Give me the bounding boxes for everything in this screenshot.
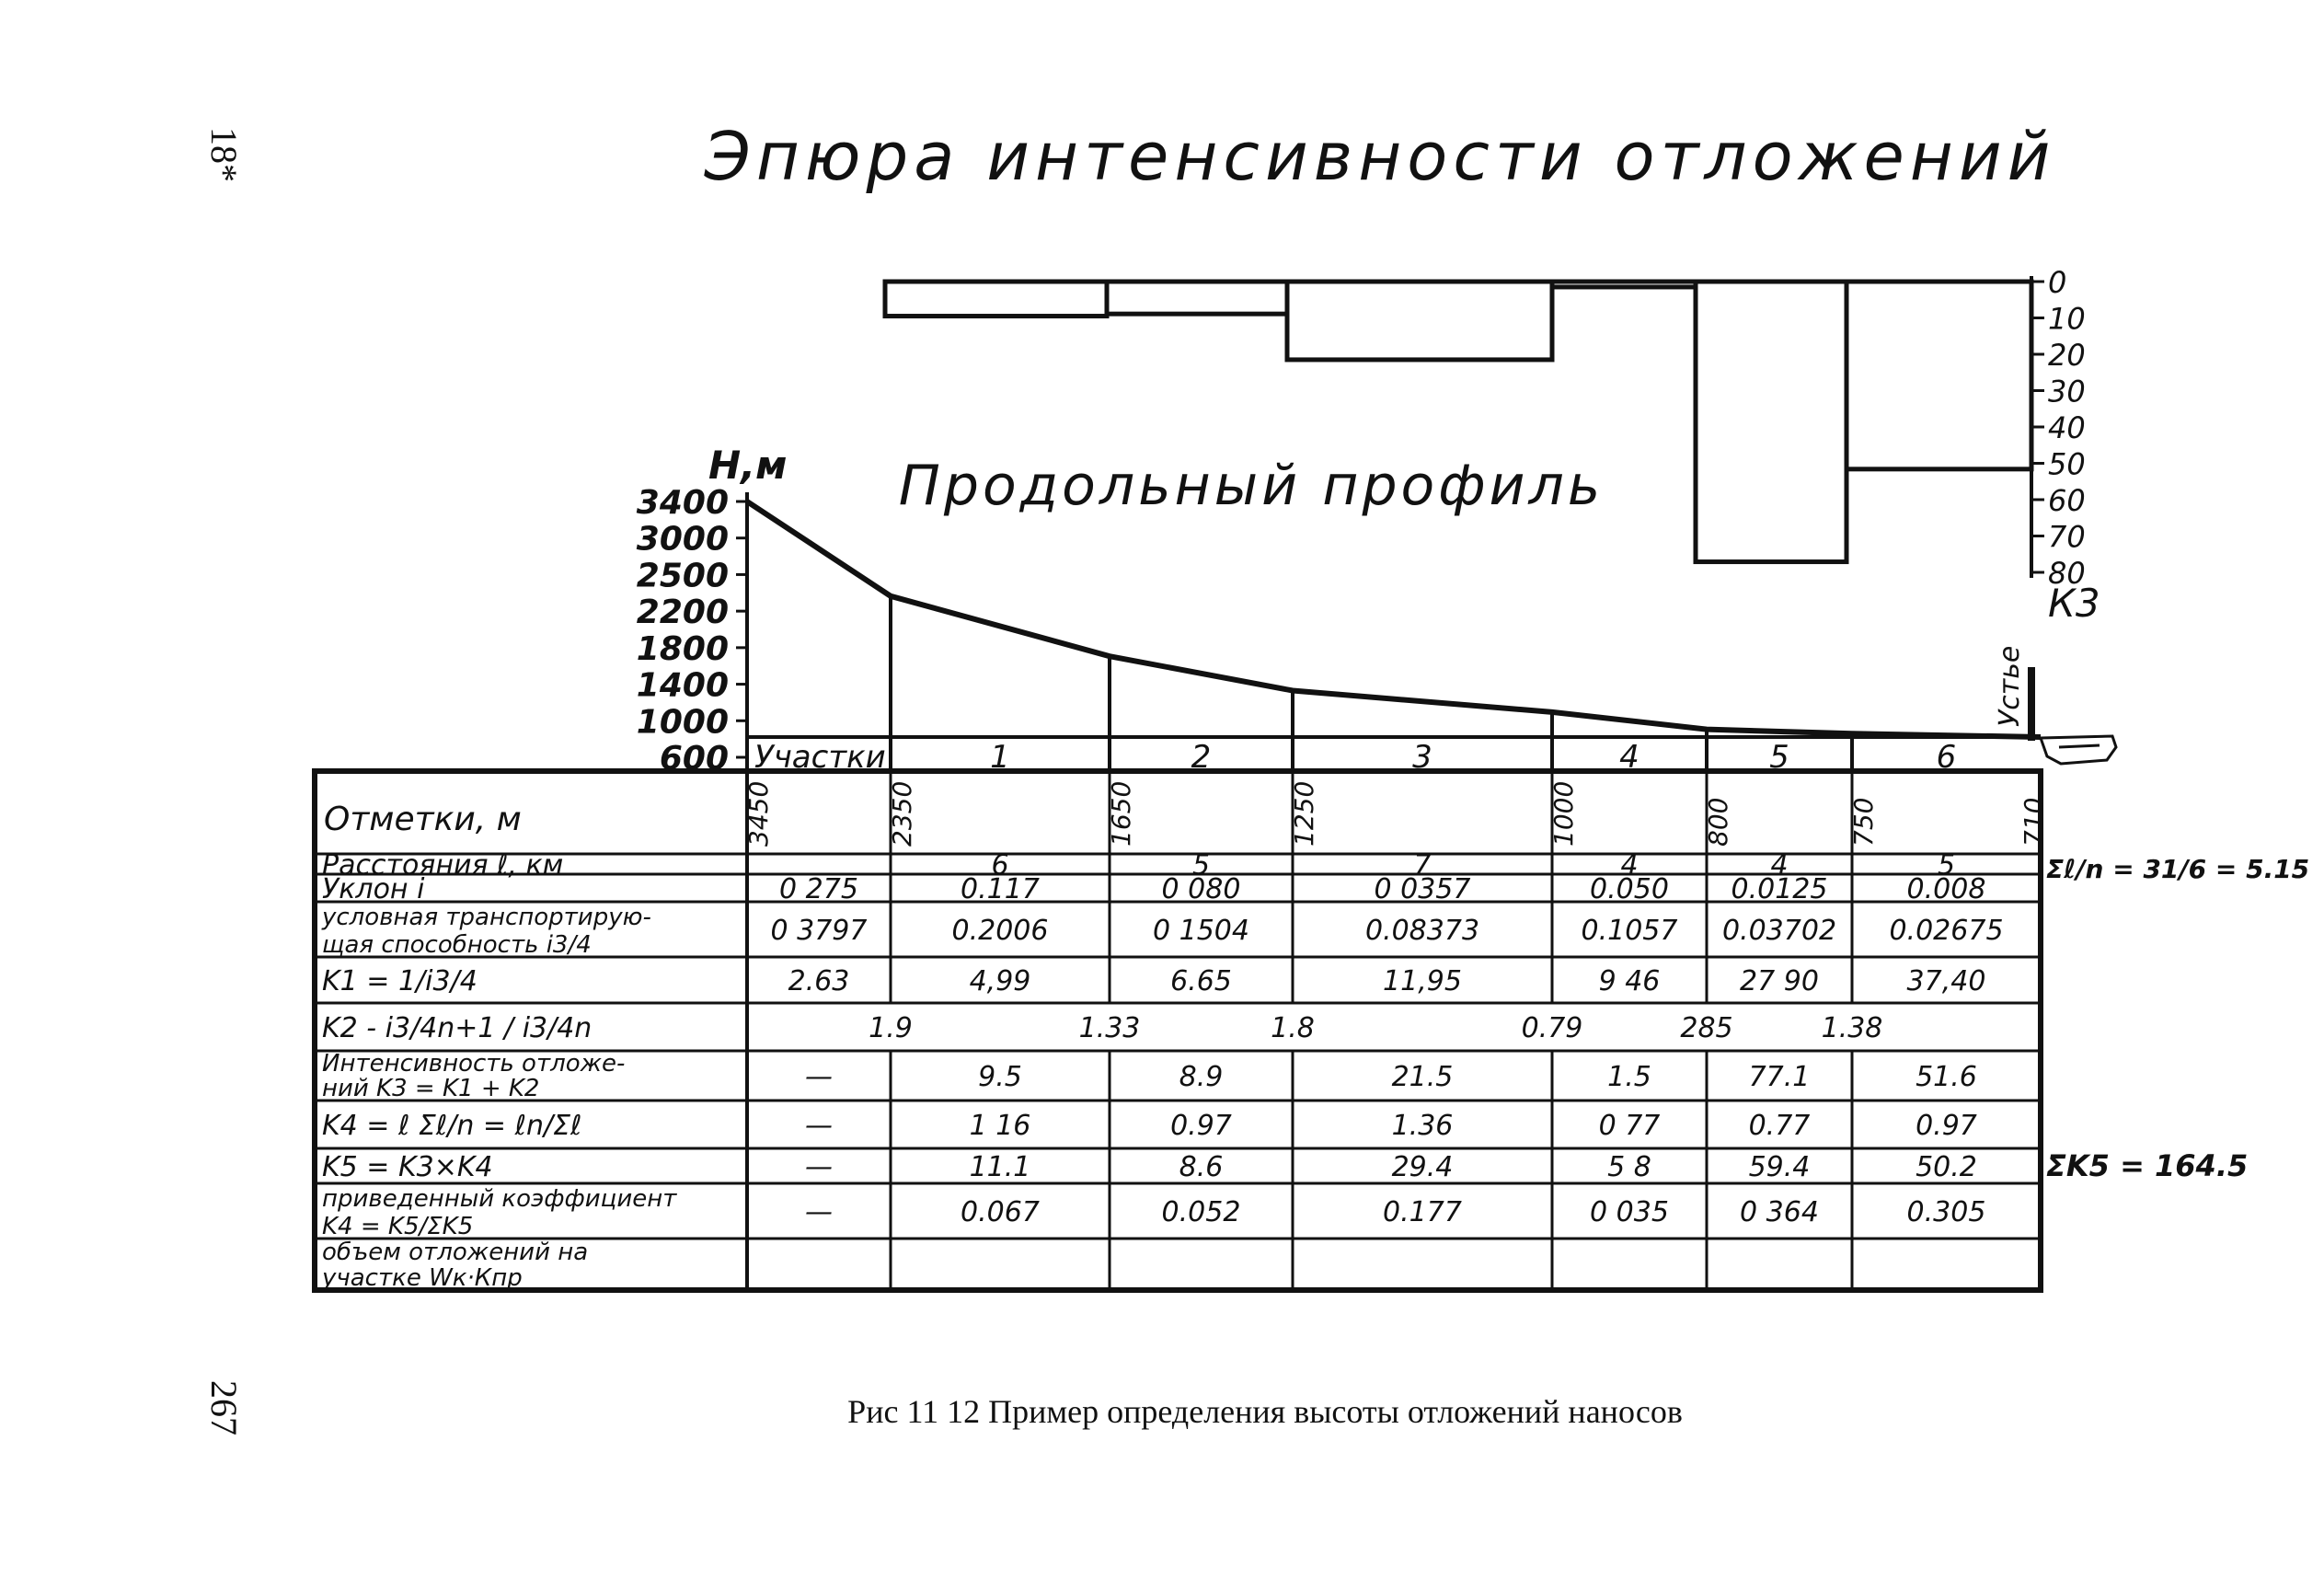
table-cell: — [805,1196,833,1228]
table-cell: 9.5 [978,1061,1022,1093]
row-label: щая способность i3/4 [322,931,592,959]
table-cell: 59.4 [1748,1151,1811,1183]
calculation-table [315,771,2309,1292]
profile-y-tick-label: 1800 [636,629,729,668]
epure-tick-label: 10 [2048,301,2086,337]
k2-value: 1.33 [1078,1012,1141,1044]
epure-bar [1847,282,2031,469]
row-label: K2 - i3/4n+1 / i3/4n [322,1012,593,1044]
table-cell: 0 1504 [1153,915,1249,947]
elevation-value: 1000 [1548,780,1579,847]
table-cell: 0.1057 [1581,915,1678,947]
table-cell: 6 [991,849,1009,882]
table-cell: 0.03702 [1721,915,1837,947]
k2-value: 1.38 [1821,1012,1883,1044]
elevation-value: 1250 [1289,780,1319,847]
profile-title: Продольный профиль [898,454,1605,518]
row-label: K1 = 1/i3/4 [322,965,477,997]
epure-ticks [2031,265,2086,591]
table-cell: 0.77 [1748,1110,1811,1142]
table-cell: 0.0125 [1731,873,1828,905]
profile-y-tick-label: 2200 [636,594,729,632]
table-cell: 4,99 [969,965,1031,997]
table-cell: 77.1 [1748,1061,1811,1093]
elevation-value: 2350 [887,780,917,847]
epure-bar [1696,282,1847,562]
table-cell: 37,40 [1906,965,1986,997]
table-cell: 5 8 [1607,1151,1651,1183]
epure-bar [885,282,1107,317]
table-cell: — [805,1061,833,1093]
table-cell: — [805,1110,833,1142]
row-label: ний K3 = K1 + K2 [322,1075,540,1102]
epure-tick-label: 70 [2048,519,2086,555]
profile-verticals [891,596,1852,771]
table-cell: 0.97 [1916,1110,1977,1142]
epure-tick-label: 0 [2048,265,2067,300]
k2-value: 1.8 [1271,1012,1315,1044]
epure-bar [1107,282,1287,314]
epure-title: Эпюра интенсивности отложений [704,118,2056,195]
profile-section-label: 1 [990,739,1010,776]
mouth-label: Устье [1994,645,2026,727]
row-label: Уклон i [322,873,425,905]
table-cell: 1.36 [1391,1110,1454,1142]
epure-tick-label: 80 [2048,556,2086,591]
epure-chart [885,265,2100,626]
table-cell: 0.067 [961,1196,1040,1228]
table-cell: 0.305 [1906,1196,1986,1228]
table-cell: 0 3797 [770,915,868,947]
epure-tick-label: 50 [2048,446,2086,482]
table-cell: 7 [1413,849,1432,882]
elevation-value: 3450 [743,780,774,847]
elevation-header: Отметки, м [324,801,522,838]
page-number-bottom: 267 [203,1380,245,1435]
elevation-value: 1650 [1106,780,1136,847]
table-cell: — [805,1151,833,1183]
table-cell: 5 [1937,849,1956,882]
table-cell: 0 0357 [1374,873,1471,905]
k2-value: 0.79 [1521,1012,1583,1044]
epure-bar [1287,282,1552,360]
table-cell: 0.02675 [1889,915,2004,947]
epure-tick-label: 30 [2048,374,2086,409]
row-label: K4 = ℓ Σℓ/n = ℓn/Σℓ [322,1110,582,1142]
table-cell: 11,95 [1383,965,1462,997]
table-cell: 11.1 [969,1151,1031,1183]
epure-tick-label: 20 [2048,338,2086,373]
elevation-value: 750 [1848,797,1879,847]
table-cell: 51.6 [1916,1061,1977,1093]
row-label: приведенный коэффициент [322,1185,677,1213]
profile-section-label: 2 [1191,739,1212,776]
epure-bars [885,282,2031,562]
table-cell: 0.2006 [951,915,1049,947]
figure-caption: Рис 11 12 Пример определения высоты отложений наносов [847,1393,1683,1430]
table-cell: 4 [1770,849,1789,882]
k2-value: 285 [1680,1012,1733,1044]
profile-y-tick-label: 1400 [636,666,729,705]
row-label: объем отложений на [322,1239,589,1266]
row-label: K4 = K5/ΣK5 [322,1213,474,1240]
epure-axis-label: К3 [2048,581,2100,626]
profile-axis-label: Н,м [708,443,788,488]
table-cell: 2.63 [788,965,850,997]
table-cell: 4 [1620,849,1639,882]
page-number-top: 18* [203,127,245,182]
table-cell: 0.008 [1906,873,1986,905]
profile-section-label: 5 [1769,739,1789,776]
table-cell: 6.65 [1170,965,1232,997]
profile-section-label: 6 [1936,739,1957,776]
table-cell: 29.4 [1391,1151,1454,1183]
profile-y-tick-label: 600 [659,740,729,778]
sum-k5: ΣK5 = 164.5 [2046,1148,2249,1183]
table-cell: 5 [1191,849,1211,882]
table-cell: 1 16 [969,1110,1031,1142]
profile-ticks [637,484,747,778]
profile-y-tick-label: 3000 [636,520,729,559]
table-cell: 0 080 [1161,873,1241,905]
row-label: участке Wк·Кпр [322,1264,523,1292]
table-cell: 0.177 [1383,1196,1462,1228]
profile-y-tick-label: 2500 [636,557,729,595]
row-label: K5 = K3×K4 [322,1151,493,1183]
epure-tick-label: 60 [2048,483,2086,518]
row-label: условная транспортирую- [322,904,651,931]
table-cell: 0 275 [779,873,858,905]
river-mouth-symbol [2041,736,2116,764]
table-cell: 8.9 [1179,1061,1224,1093]
profile-section-label: 3 [1412,739,1432,776]
row-label: Расстояния ℓ, км [322,849,564,882]
profile-section-label: 4 [1619,739,1639,776]
profile-y-tick-label: 1000 [636,703,729,742]
table-cell: 0 035 [1590,1196,1669,1228]
table-cell: 50.2 [1916,1151,1977,1183]
row-label: Интенсивность отложе- [322,1050,626,1078]
profile-x-label: Участки [754,739,886,776]
elevation-value: 710 [2019,797,2049,847]
profile-y-tick-label: 3400 [636,484,729,522]
table-cell: 0 77 [1598,1110,1661,1142]
table-cell: 8.6 [1179,1151,1224,1183]
table-cell: 0.117 [961,873,1040,905]
elevation-value: 800 [1703,797,1733,847]
table-cell: 0.050 [1590,873,1669,905]
table-cell: 1.5 [1607,1061,1651,1093]
table-cell: 21.5 [1391,1061,1454,1093]
table-cell: 0.052 [1161,1196,1241,1228]
table-cell: 9 46 [1598,965,1661,997]
table-cell: 0.08373 [1364,915,1480,947]
sum-distance: Σℓ/n = 31/6 = 5.15 [2046,854,2310,884]
table-cell: 0.97 [1170,1110,1232,1142]
table-cell: 27 90 [1740,965,1819,997]
k2-value: 1.9 [869,1012,913,1044]
epure-tick-label: 40 [2048,410,2086,445]
table-cell: 0 364 [1740,1196,1819,1228]
epure-bar [1552,282,1696,287]
